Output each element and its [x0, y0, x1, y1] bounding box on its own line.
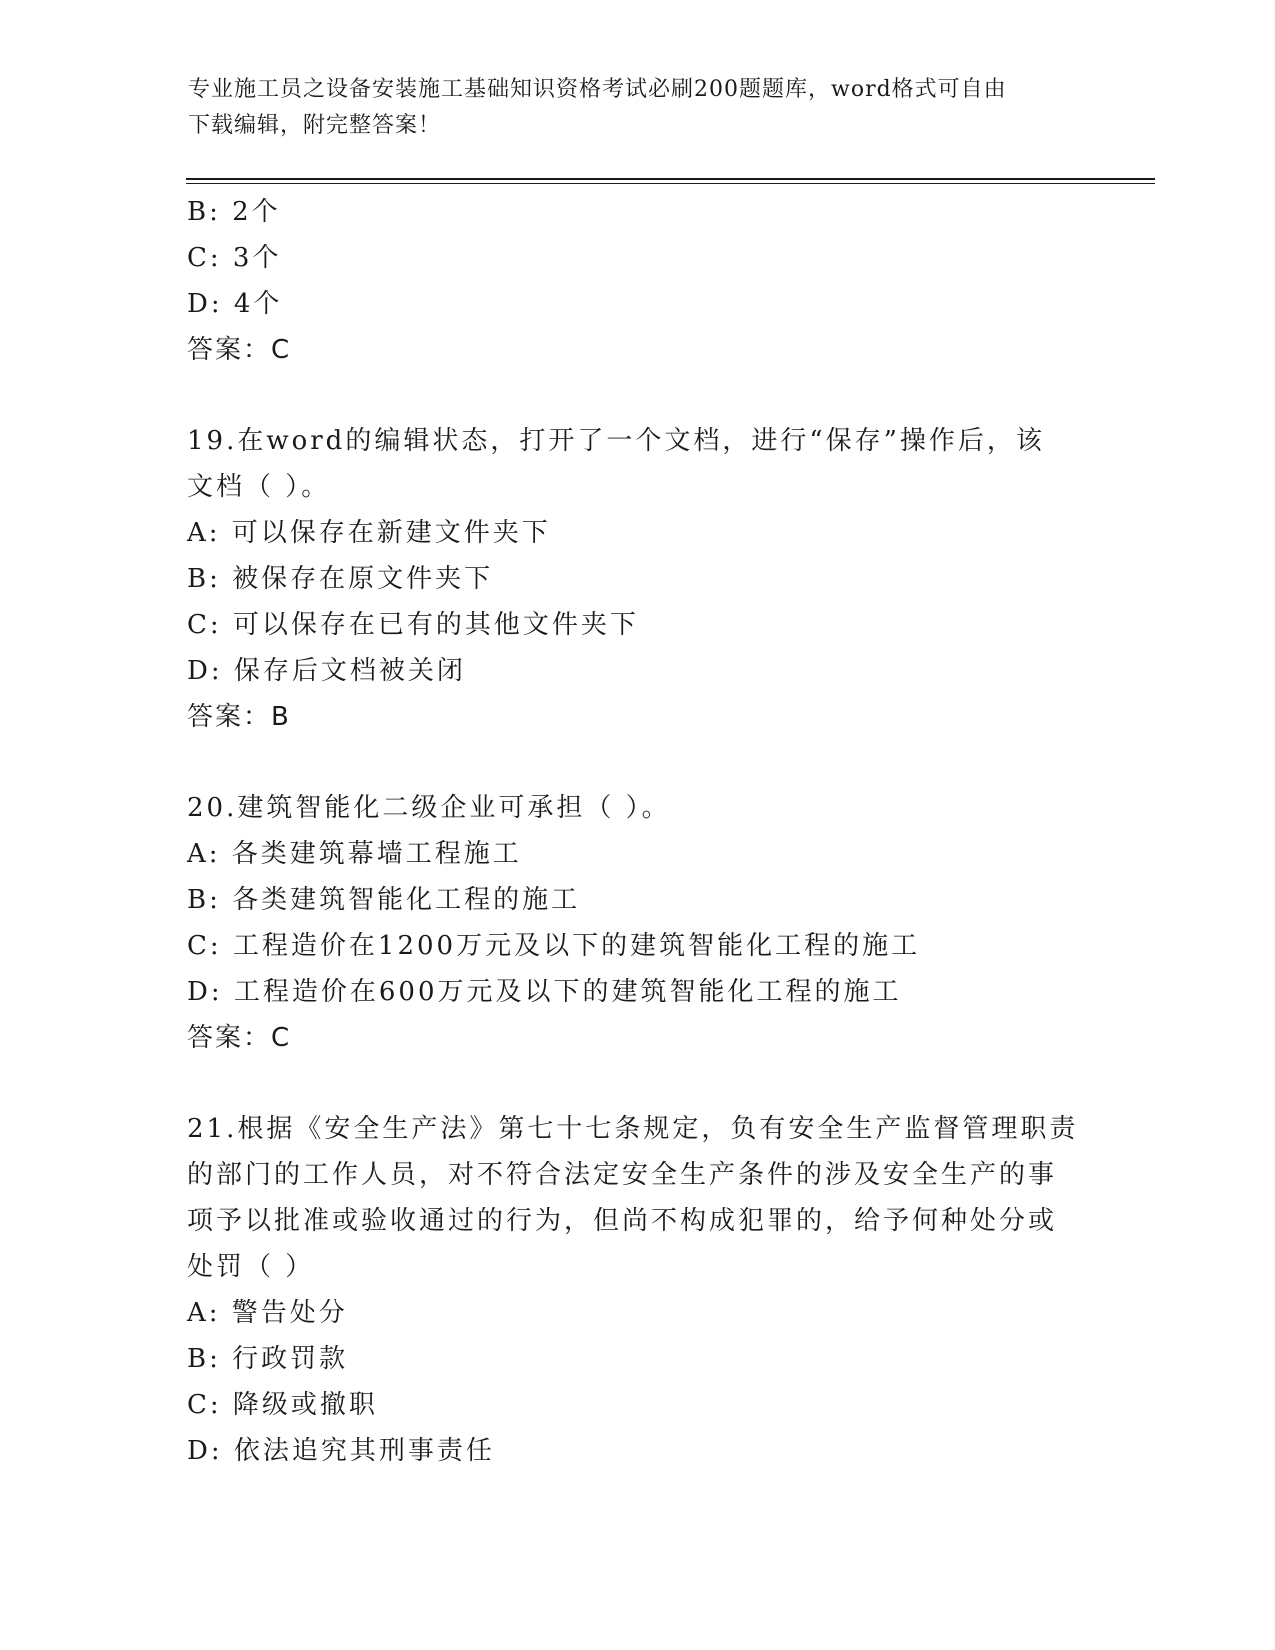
option-d: D: 工程造价在600万元及以下的建筑智能化工程的施工 — [187, 977, 902, 1007]
question-stem: 处罚（ ） — [187, 1252, 315, 1282]
header-line-1: 专业施工员之设备安装施工基础知识资格考试必刷200题题库，word格式可自由 — [188, 77, 1007, 102]
option-c: C: 降级或撤职 — [187, 1390, 378, 1420]
option-c: C: 工程造价在1200万元及以下的建筑智能化工程的施工 — [187, 931, 921, 961]
option-d: D: 保存后文档被关闭 — [187, 656, 466, 686]
question-body — [187, 189, 1087, 1474]
question-stem: 19.在word的编辑状态，打开了一个文档，进行“保存”操作后，该 — [187, 426, 1045, 456]
question-stem: 21.根据《安全生产法》第七十七条规定，负有安全生产监督管理职责 — [187, 1114, 1079, 1144]
option-b: B: 行政罚款 — [187, 1344, 349, 1374]
option-b: B: 被保存在原文件夹下 — [187, 564, 494, 594]
question-stem: 20.建筑智能化二级企业可承担（ ）。 — [187, 793, 671, 823]
header-divider-thick — [186, 178, 1155, 180]
answer-line: 答案：C — [187, 335, 292, 365]
spacer — [187, 1061, 1087, 1106]
option-d: D: 4个 — [187, 289, 283, 319]
question-stem: 文档（ ）。 — [187, 472, 331, 502]
answer-line: 答案：C — [187, 1023, 292, 1053]
answer-line: 答案：B — [187, 702, 291, 732]
header-line-2: 下载编辑，附完整答案！ — [188, 113, 442, 138]
option-c: C: 3个 — [187, 243, 282, 273]
option-d: D: 依法追究其刑事责任 — [187, 1436, 495, 1466]
option-b: B: 各类建筑智能化工程的施工 — [187, 885, 581, 915]
option-a: A: 可以保存在新建文件夹下 — [187, 518, 551, 548]
question-18-block — [187, 189, 1087, 373]
spacer — [187, 373, 1087, 418]
option-b: B: 2个 — [187, 197, 281, 227]
spacer — [187, 740, 1087, 785]
header-divider-thin — [186, 183, 1155, 184]
option-c: C: 可以保存在已有的其他文件夹下 — [187, 610, 639, 640]
option-a: A: 各类建筑幕墙工程施工 — [187, 839, 522, 869]
option-a: A: 警告处分 — [187, 1298, 348, 1328]
question-19-block — [187, 418, 1087, 740]
question-stem: 的部门的工作人员，对不符合法定安全生产条件的涉及安全生产的事 — [187, 1160, 1058, 1190]
question-21-block — [187, 1106, 1087, 1474]
question-20-block — [187, 785, 1087, 1061]
document-header — [188, 72, 1088, 144]
question-stem: 项予以批准或验收通过的行为，但尚不构成犯罪的，给予何种处分或 — [187, 1206, 1058, 1236]
